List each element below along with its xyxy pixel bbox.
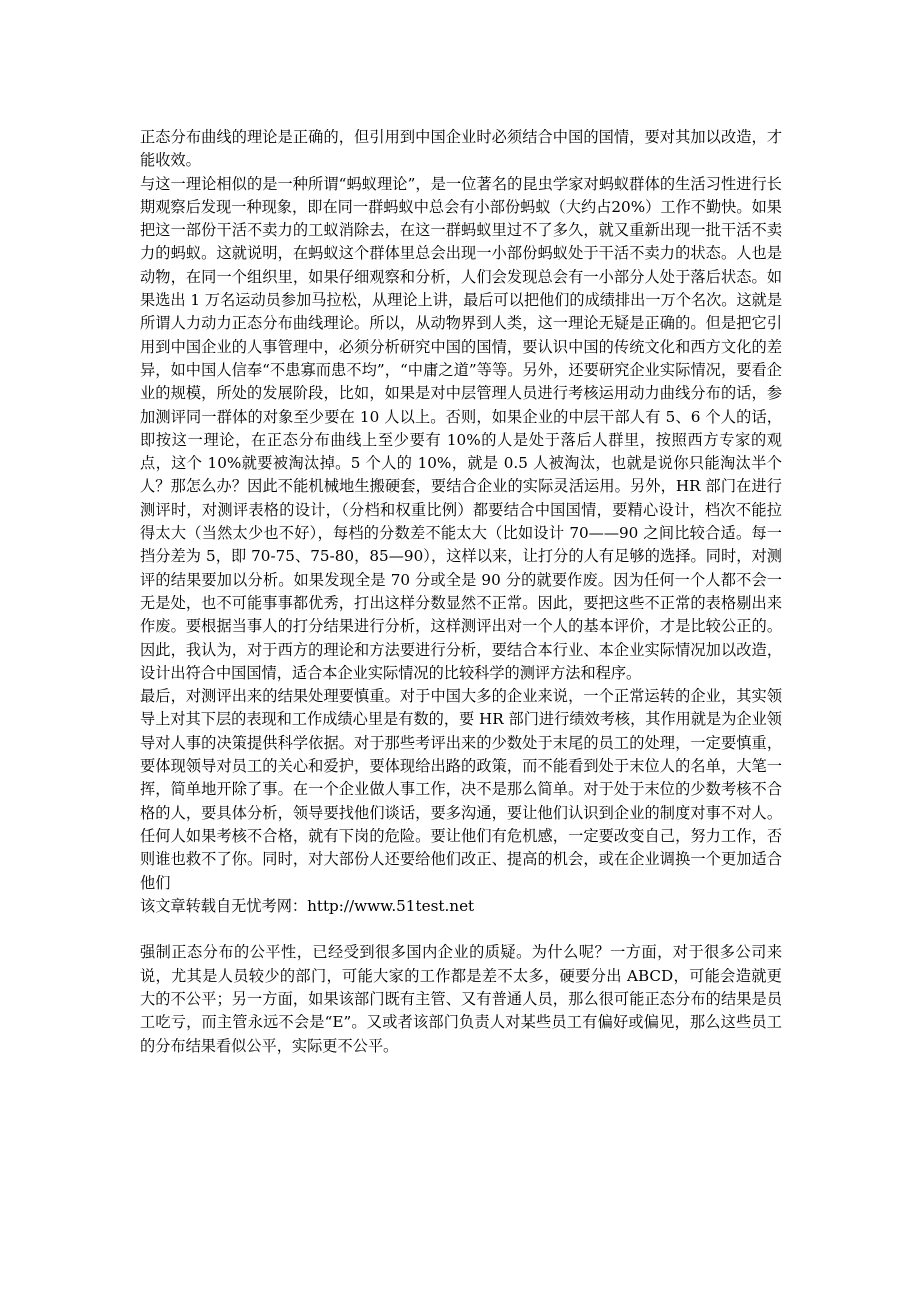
paragraph-intro: 正态分布曲线的理论是正确的，但引用到中国企业时必须结合中国的国情，要对其加以改造，才能收效。 (140, 128, 782, 170)
paragraph-ant-theory: 与这一理论相似的是一种所谓“蚂蚁理论”，是一位著名的昆虫学家对蚂蚁群体的生活习性进行长期观察后发现一种现象，即在同一群蚂蚁中总会有小部份蚂蚁（大约占20%）工作不勤快。如果把这一部份干活不卖力的工蚁消除去，在这一群蚂蚁里过不了多久，就又重新出现一批干活不卖力的蚂蚁。这就说明，在蚂蚁这个群体里总会出现一小部份蚂蚁处于干活不卖力的状态。人也是动物，在同一个组织里，如果仔细观察和分析，人们会发现总会有一小部分人处于落后状态。如果选出 1 万名运动员参加马拉松，从理论上讲，最后可以把他们的成绩排出一万个名次。这就是所谓人力动力正态分布曲线理论。所以，从动物界到人类，这一理论无疑是正确的。但是把它引用到中国企业的人事管理中，必须分析研究中国的国情，要认识中国的传统文化和西方文化的差异，如中国人信奉“不患寡而患不均”，“中庸之道”等等。另外，还要研究企业实际情况，要看企业的规模，所处的发展阶段，比如，如果是对中层管理人员进行考核运用动力曲线分布的话，参加测评同一群体的对象至少要在 10 人以上。否则，如果企业的中层干部人有 5、6 个人的话，即按这一理论，在正态分布曲线上至少要有 10%的人是处于落后人群里，按照西方专家的观点，这个 10%就要被淘汰掉。5 个人的 10%，就是 0.5 人被淘汰，也就是说你只能淘汰半个人？那怎么办？因此不能机械地生搬硬套，要结合企业的实际灵活运用。另外，HR 部门在进行测评时，对测评表格的设计，（分档和权重比例）都要结合中国国情，要精心设计，档次不能拉得太大（当然太少也不好），每档的分数差不能太大（比如设计 70——90 之间比较合适。每一挡分差为 5，即 70-75、75-80，85—90），这样以来，让打分的人有足够的选择。同时，对测评的结果要加以分析。如果发现全是 70 分或全是 90 分的就要作废。因为任何一个人都不会一无是处，也不可能事事都优秀，打出这样分数显然不正常。因此，要把这些不正常的表格剔出来作废。要根据当事人的打分结果进行分析，这样测评出对一个人的基本评价，才是比较公正的。因此，我认为，对于西方的理论和方法要进行分析，要结合本行业、本企业实际情况加以改造，设计出符合中国国情，适合本企业实际情况的比较科学的测评方法和程序。 (140, 174, 783, 682)
document-body (140, 126, 782, 1058)
paragraph-spacer (140, 918, 782, 941)
paragraph-fairness: 强制正态分布的公平性，已经受到很多国内企业的质疑。为什么呢？一方面，对于很多公司来说，尤其是人员较少的部门，可能大家的工作都是差不太多，硬要分出 ABCD，可能会造就更大的不公平；另一方面，如果该部门既有主管、又有普通人员，那么很可能正态分布的结果是员工吃亏，而主管永远不会是“E”。又或者该部门负责人对某些员工有偏好或偏见，那么这些员工的分布结果看似公平，实际更不公平。 (140, 943, 782, 1055)
paragraph-conclusion: 最后，对测评出来的结果处理要慎重。对于中国大多的企业来说，一个正常运转的企业，其实领导上对其下层的表现和工作成绩心里是有数的，要 HR 部门进行绩效考核，其作用就是为企业领导对人事的决策提供科学依据。对于那些考评出来的少数处于末尾的员工的处理，一定要慎重，要体现领导对员工的关心和爱护，要体现给出路的政策，而不能看到处于末位人的名单，大笔一挥，简单地开除了事。在一个企业做人事工作，决不是那么简单。对于处于末位的少数考核不合格的人，要具体分析，领导要找他们谈话，要多沟通，要让他们认识到企业的制度对事不对人。任何人如果考核不合格，就有下岗的危险。要让他们有危机感，一定要改变自己，努力工作，否则谁也救不了你。同时，对大部份人还要给他们改正、提高的机会，或在企业调换一个更加适合他们 (140, 687, 782, 892)
paragraph-source-note: 该文章转载自无忧考网：http://www.51test.net (140, 896, 475, 915)
